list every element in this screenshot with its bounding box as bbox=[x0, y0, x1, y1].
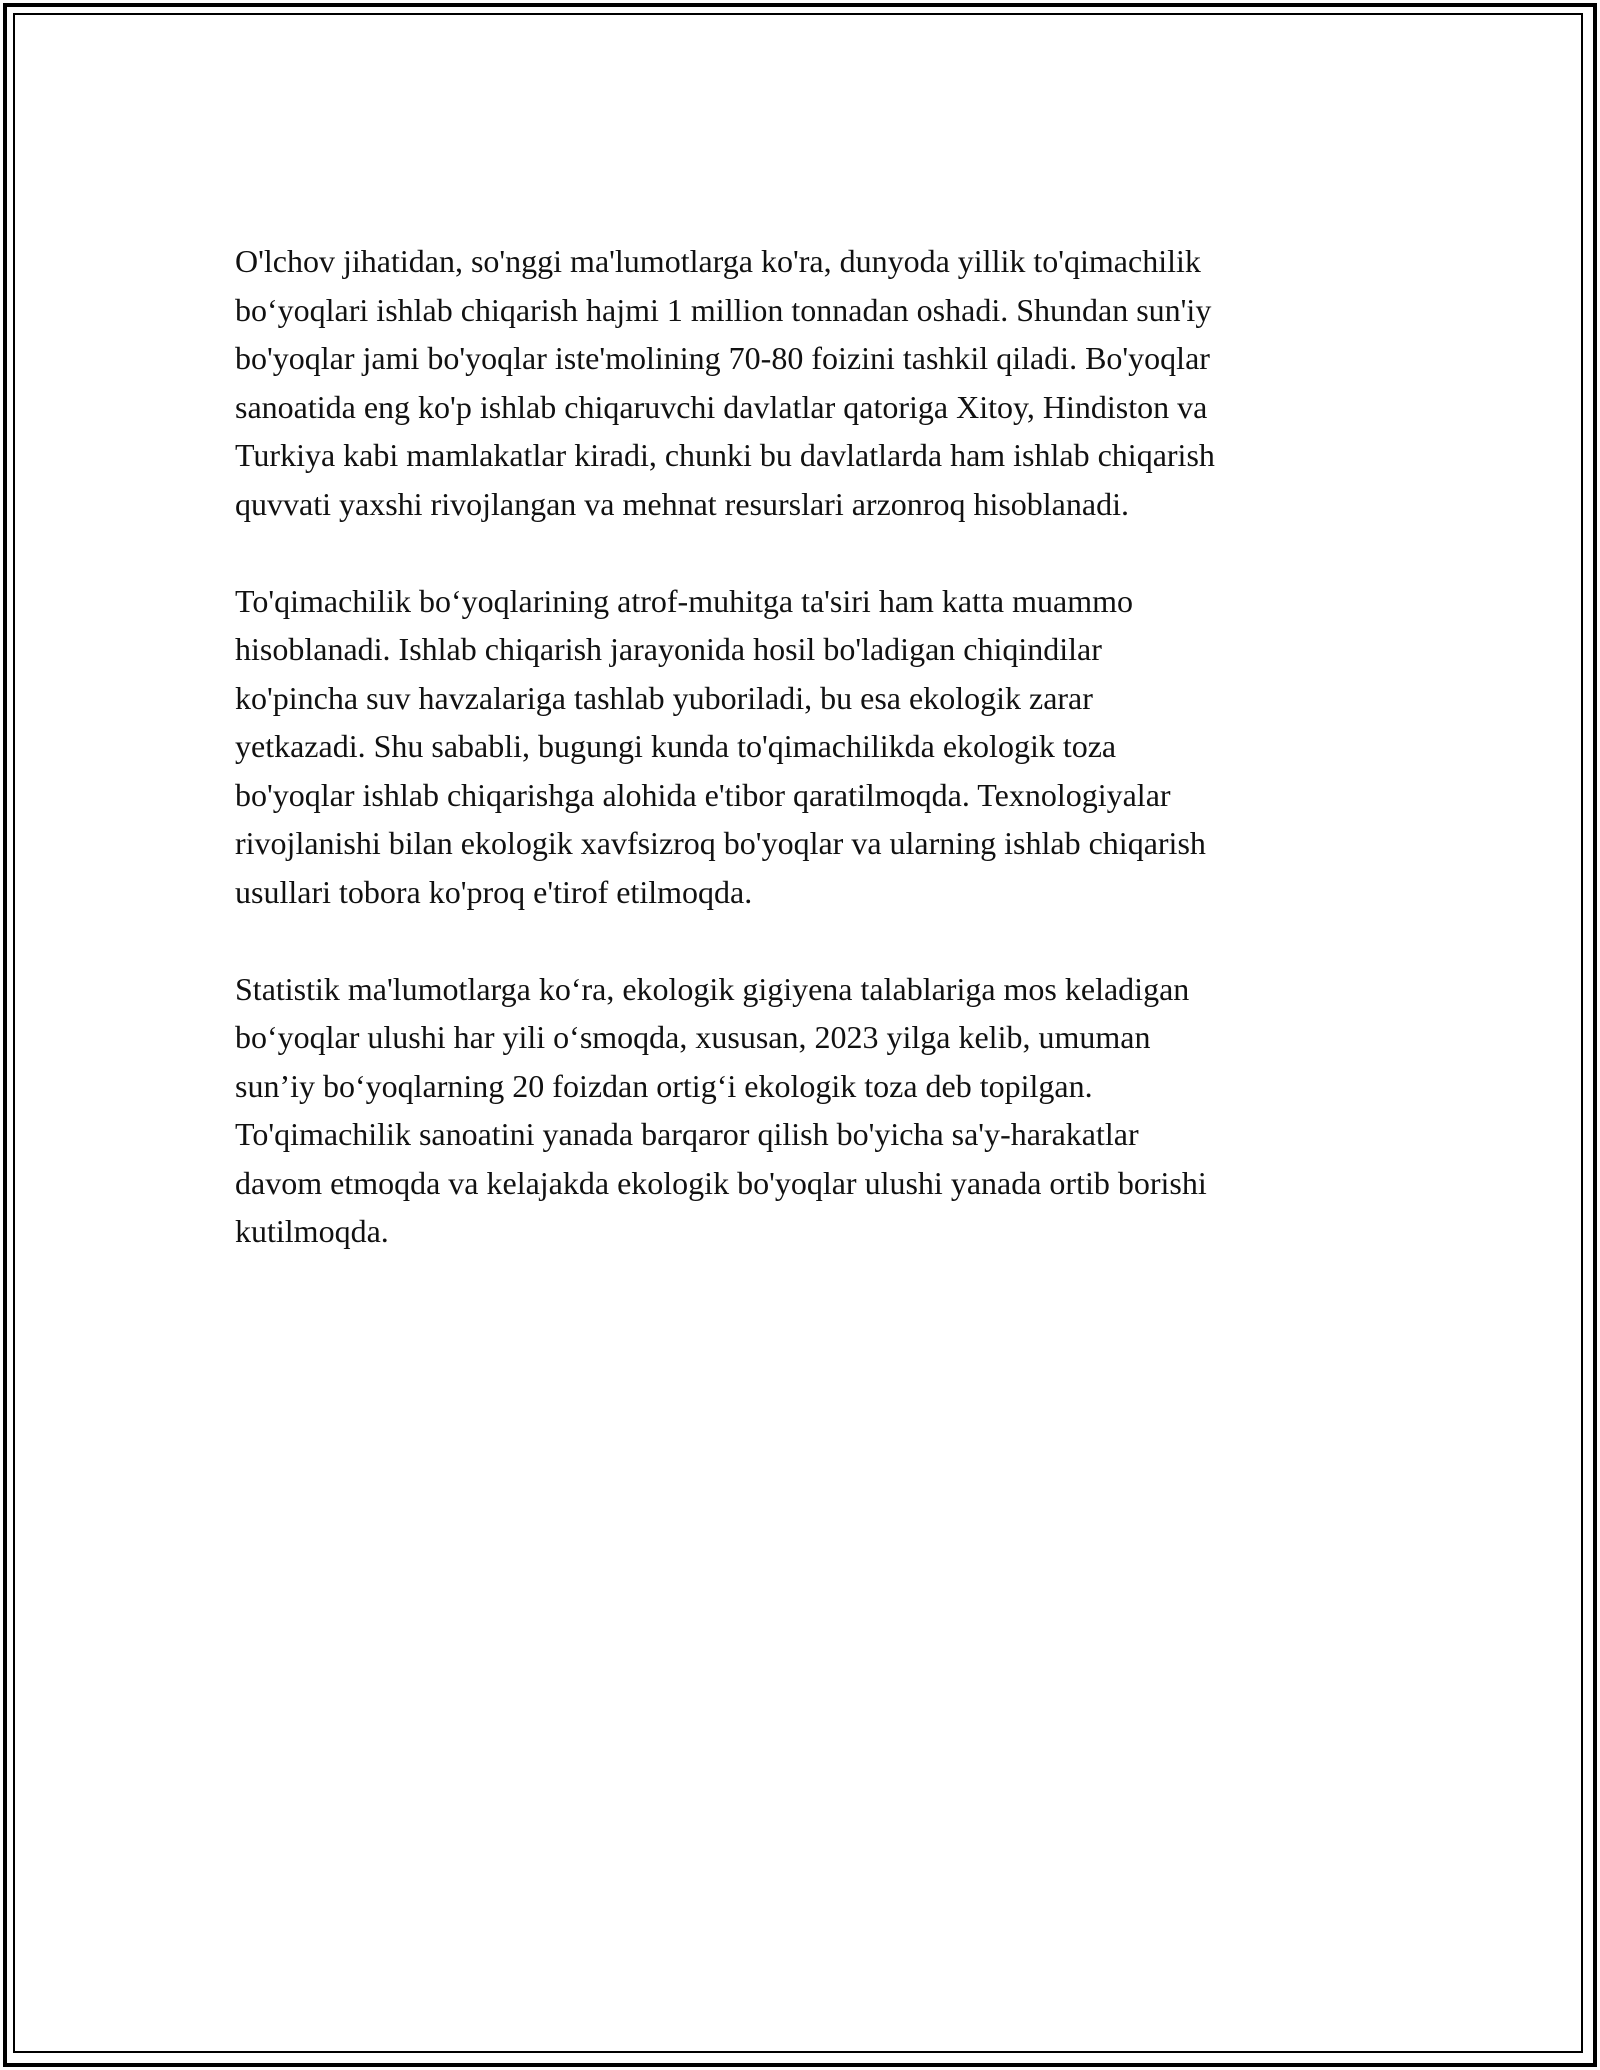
document-body bbox=[235, 237, 1375, 1256]
paragraph-dye-production: O'lchov jihatidan, so'nggi ma'lumotlarga ko'ra, dunyoda yillik to'qimachilik bo‘yoqlari ishlab chiqarish hajmi 1 million tonnadan oshadi. Shundan sun'iy bo'yoqlar jami bo'yoqlar iste'molining 70-80 foizini tashkil qiladi. Bo'yoqlar sanoatida eng ko'p ishlab chiqaruvchi davlatlar qatoriga Xitoy, Hindiston va Turkiya kabi mamlakatlar kiradi, chunki bu davlatlarda ham ishlab chiqarish quvvati yaxshi rivojlangan va mehnat resurslari arzonroq hisoblanadi. bbox=[235, 243, 1215, 522]
paragraph-eco-statistics: Statistik ma'lumotlarga ko‘ra, ekologik gigiyena talablariga mos keladigan bo‘yoqlar ulushi har yili o‘smoqda, xususan, 2023 yilga kelib, umuman sun’iy bo‘yoqlarning 20 foizdan ortig‘i ekologik toza deb topilgan. To'qimachilik sanoatini yanada barqaror qilish bo'yicha sa'y-harakatlar davom etmoqda va kelajakda ekologik bo'yoqlar ulushi yanada ortib borishi kutilmoqda. bbox=[235, 970, 1207, 1249]
paragraph-environmental-impact: To'qimachilik bo‘yoqlarining atrof-muhitga ta'siri ham katta muammo hisoblanadi. Ishlab chiqarish jarayonida hosil bo'ladigan chiqindilar ko'pincha suv havzalariga tashlab yuboriladi, bu esa ekologik zarar yetkazadi. Shu sababli, bugungi kunda to'qimachilikda ekologik toza bo'yoqlar ishlab chiqarishga alohida e'tibor qaratilmoqda. Texnologiyalar rivojlanishi bilan ekologik xavfsizroq bo'yoqlar va ularning ishlab chiqarish usullari tobora ko'proq e'tirof etilmoqda. bbox=[235, 582, 1206, 910]
